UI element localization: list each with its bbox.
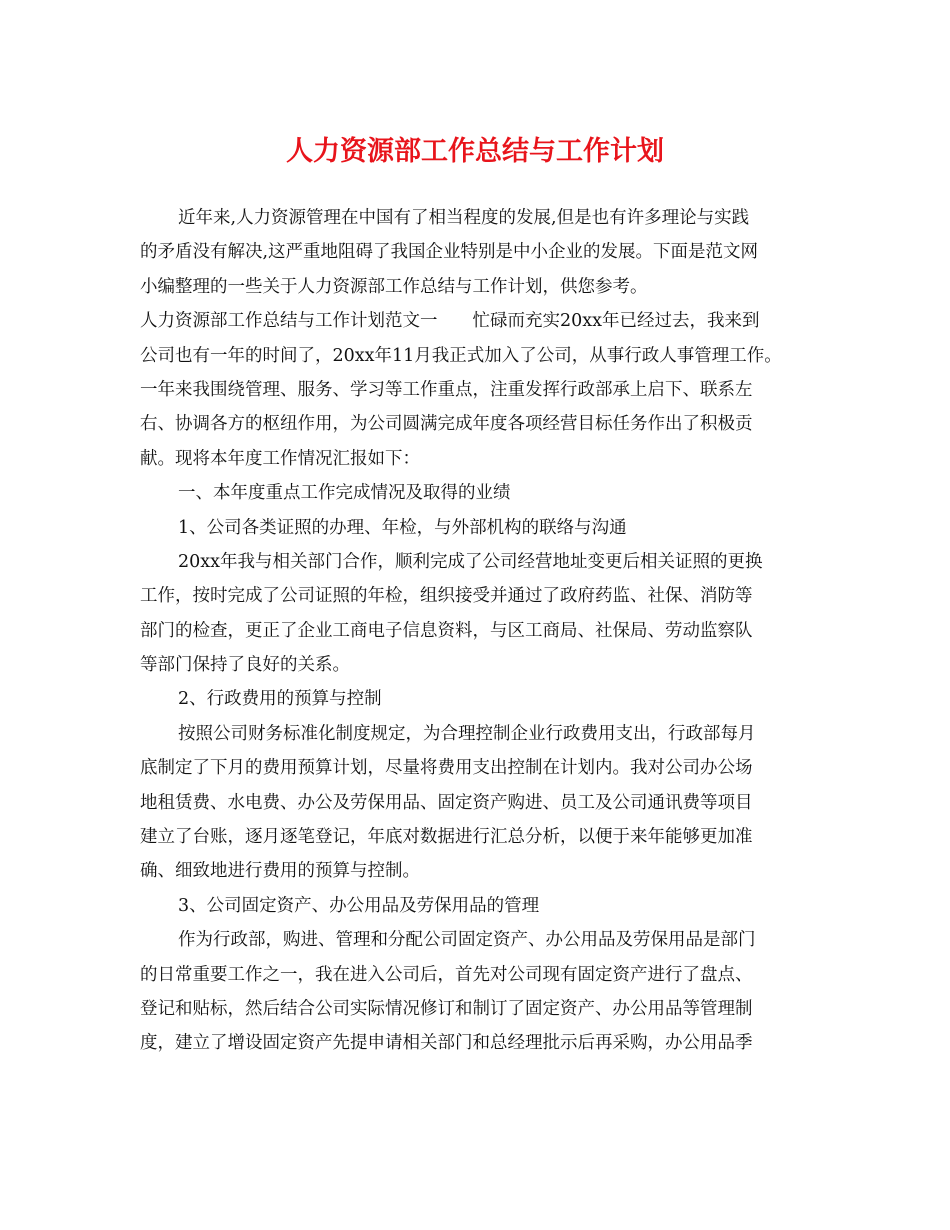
body-line: 的日常重要工作之一，我在进入公司后，首先对公司现有固定资产进行了盘点、 (140, 964, 753, 985)
body-line: 一年来我围绕管理、服务、学习等工作重点，注重发挥行政部承上启下、联系左 (140, 379, 753, 400)
body-line: 工作，按时完成了公司证照的年检，组织接受并通过了政府药监、社保、消防等 (140, 586, 753, 607)
body-line: 建立了台账，逐月逐笔登记，年底对数据进行汇总分析，以便于来年能够更加准 (140, 827, 753, 848)
document-body (140, 201, 820, 1061)
body-line: 度，建立了增设固定资产先提申请相关部门和总经理批示后再采购，办公用品季 (140, 1033, 753, 1054)
body-line: 1、公司各类证照的办理、年检，与外部机构的联络与沟通 (178, 517, 627, 538)
body-line: 的矛盾没有解决,这严重地阻碍了我国企业特别是中小企业的发展。下面是范文网 (140, 242, 759, 263)
body-line: 小编整理的一些关于人力资源部工作总结与工作计划，供您参考。 (140, 276, 648, 297)
body-line: 公司也有一年的时间了，20xx年11月我正式加入了公司，从事行政人事管理工作。 (140, 345, 782, 366)
body-line: 按照公司财务标准化制度规定，为合理控制企业行政费用支出，行政部每月 (178, 723, 756, 744)
body-line: 确、细致地进行费用的预算与控制。 (140, 861, 420, 882)
document-title: 人力资源部工作总结与工作计划 (286, 136, 664, 167)
body-line: 等部门保持了良好的关系。 (140, 655, 350, 676)
body-line: 地租赁费、水电费、办公及劳保用品、固定资产购进、员工及公司通讯费等项目 (140, 792, 753, 813)
body-line: 3、公司固定资产、办公用品及劳保用品的管理 (178, 895, 540, 916)
body-line: 部门的检查，更正了企业工商电子信息资料，与区工商局、社保局、劳动监察队 (140, 620, 753, 641)
body-line: 登记和贴标，然后结合公司实际情况修订和制订了固定资产、办公用品等管理制 (140, 998, 753, 1019)
body-line: 作为行政部，购进、管理和分配公司固定资产、办公用品及劳保用品是部门 (178, 930, 756, 951)
body-line: 底制定了下月的费用预算计划，尽量将费用支出控制在计划内。我对公司办公场 (140, 758, 753, 779)
body-line: 人力资源部工作总结与工作计划范文一 忙碌而充实20xx年已经过去，我来到 (140, 311, 760, 332)
body-line: 一、本年度重点工作完成情况及取得的业绩 (178, 483, 511, 504)
body-line: 献。现将本年度工作情况汇报如下： (140, 448, 420, 469)
body-line: 近年来,人力资源管理在中国有了相当程度的发展,但是也有许多理论与实践 (178, 208, 750, 228)
body-line: 20xx年我与相关部门合作，顺利完成了公司经营地址变更后相关证照的更换 (178, 551, 763, 572)
body-line: 2、行政费用的预算与控制 (178, 689, 382, 710)
body-line: 右、协调各方的枢纽作用，为公司圆满完成年度各项经营目标任务作出了积极贡 (140, 414, 753, 435)
